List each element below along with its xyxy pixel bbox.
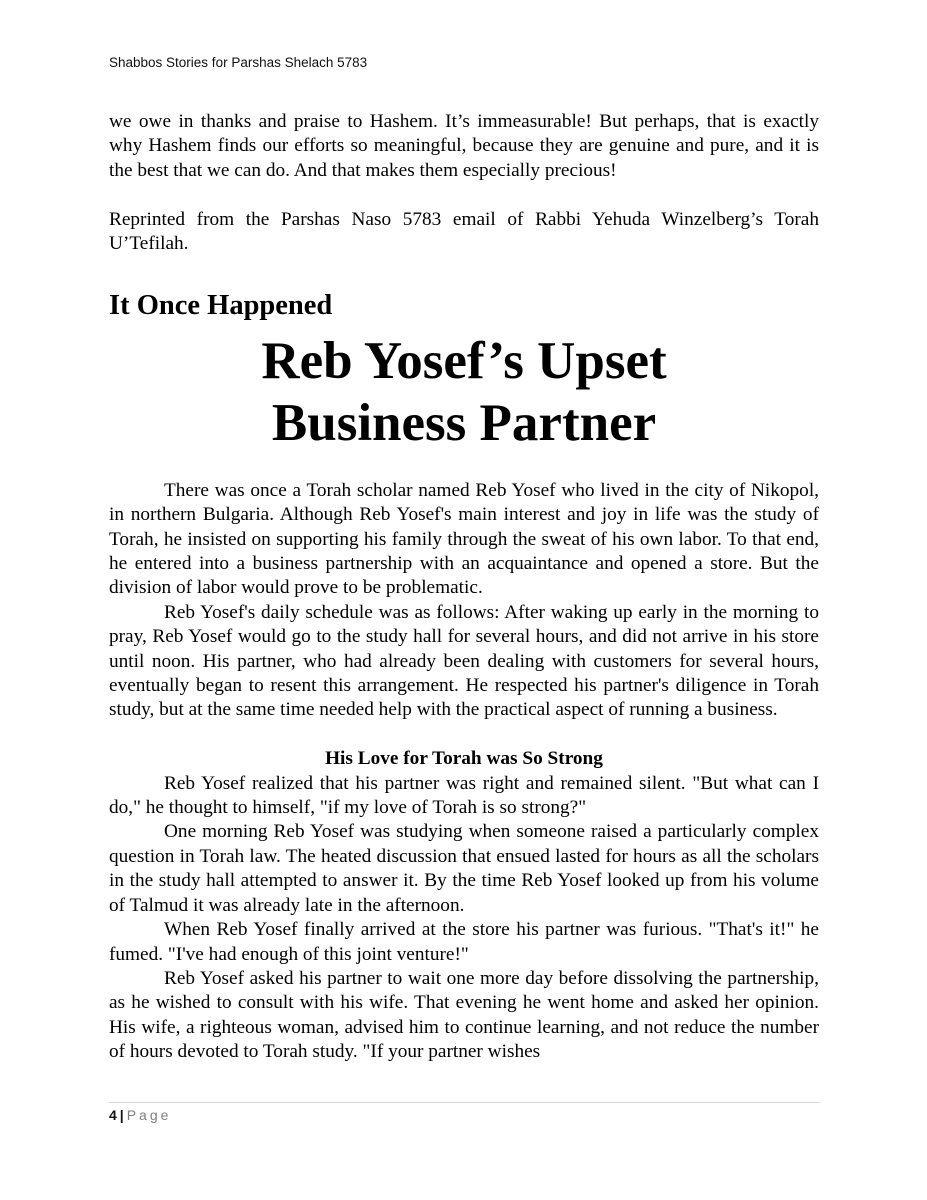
footer-separator: |: [119, 1107, 124, 1123]
reprint-note: Reprinted from the Parshas Naso 5783 email of Rabbi Yehuda Winzelberg’s Torah U’Tefilah.: [109, 208, 819, 255]
section-label: It Once Happened: [109, 290, 333, 322]
story-title: [109, 330, 819, 454]
story-paragraph-3: Reb Yosef realized that his partner was right and remained silent. "But what can I do," he thought to himself, "if my love of Torah is so strong?": [109, 772, 819, 819]
page-label: Page: [126, 1107, 172, 1123]
page-content: [109, 110, 819, 1065]
running-header: Shabbos Stories for Parshas Shelach 5783: [109, 55, 368, 70]
story-title-line-2: Business Partner: [271, 394, 657, 453]
page-footer: [109, 1107, 171, 1123]
footer-divider: [109, 1102, 820, 1103]
story-title-line-1: Reb Yosef’s Upset: [261, 332, 667, 391]
story-paragraph-5: When Reb Yosef finally arrived at the store his partner was furious. "That's it!" he fumed. "I've had enough of this joint venture!": [109, 919, 819, 965]
story-paragraph-2: Reb Yosef's daily schedule was as follows: After waking up early in the morning to pray, Reb Yosef would go to the study hall for several hours, and did not arrive in his store until noon. His partner, who had already been dealing with customers for several hours, eventually began to resent this arrangement. He respected his partner's diligence in Torah study, but at the same time needed help with the practical aspect of running a business.: [109, 601, 819, 721]
story-paragraph-6: Reb Yosef asked his partner to wait one more day before dissolving the partnership, as he wished to consult with his wife. That evening he went home and asked her opinion. His wife, a righteous woman, advised him to continue learning, and not reduce the number of hours devoted to Torah study. "If your partner wishes: [109, 967, 819, 1063]
story-subheading: His Love for Torah was So Strong: [325, 748, 603, 770]
page-number: 4: [109, 1107, 117, 1123]
story-paragraph-4: One morning Reb Yosef was studying when someone raised a particularly complex question in Torah law. The heated discussion that ensued lasted for hours as all the scholars in the study hall attempted to answer it. By the time Reb Yosef looked up from his volume of Talmud it was already late in the afternoon.: [109, 821, 819, 916]
story-paragraph-1: There was once a Torah scholar named Reb Yosef who lived in the city of Nikopol, in northern Bulgaria. Although Reb Yosef's main interest and joy in life was the study of Torah, he insisted on supporting his family through the sweat of his own labor. To that end, he entered into a business partnership with an acquaintance and opened a store. But the division of labor would prove to be problematic.: [109, 479, 819, 599]
intro-paragraph: we owe in thanks and praise to Hashem. It’s immeasurable! But perhaps, that is exactly why Hashem finds our efforts so meaningful, because they are genuine and pure, and it is the best that we can do. And that makes them especially precious!: [109, 111, 819, 181]
